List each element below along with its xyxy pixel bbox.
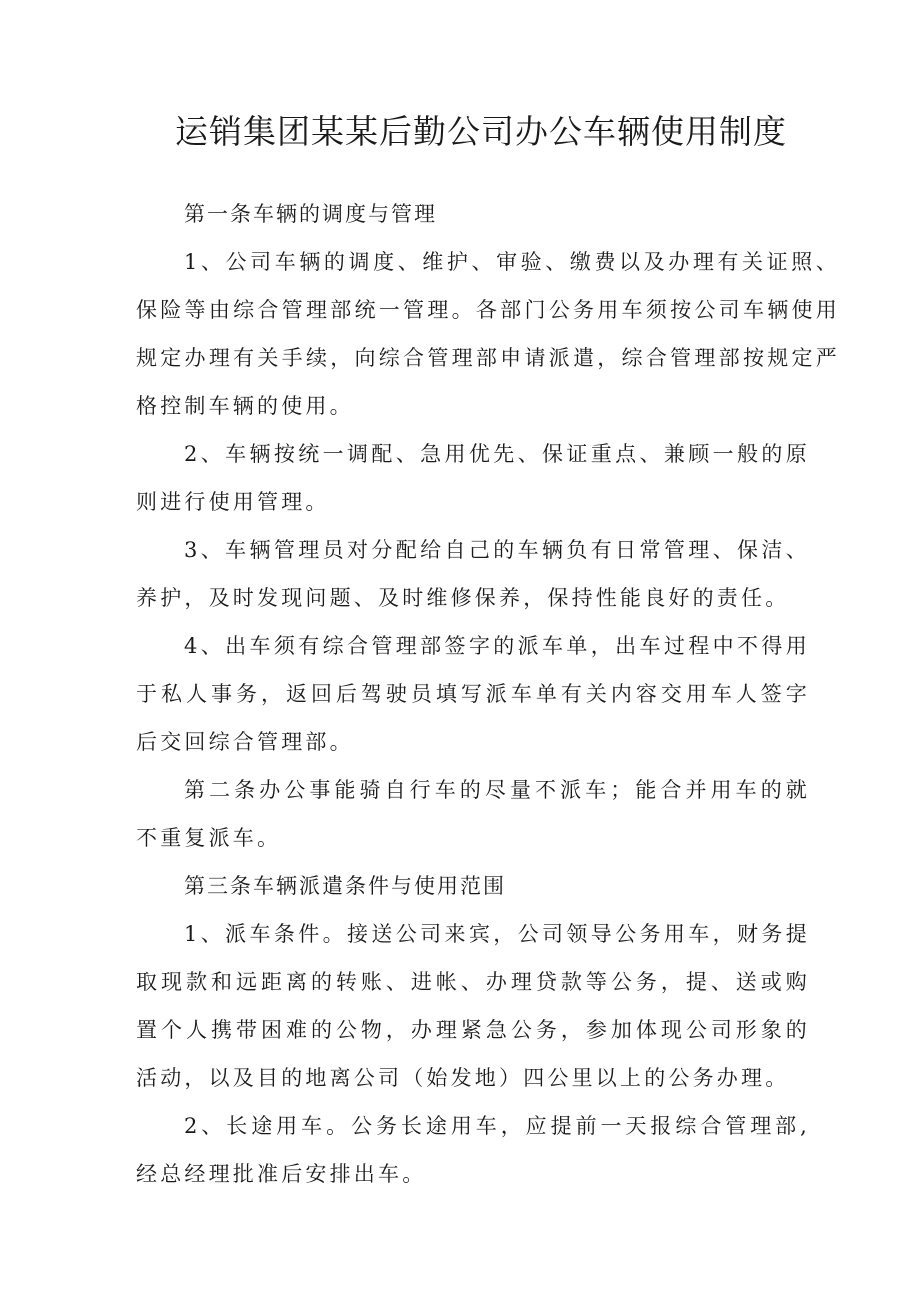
document-title: 运销集团某某后勤公司办公车辆使用制度 (175, 112, 787, 151)
article-1-clause-3: 3、车辆管理员对分配给自己的车辆负有日常管理、保洁、养护，及时发现问题、及时维修保养，保持性能良好的责任。 (136, 538, 810, 610)
article-1-clause-1: 1、公司车辆的调度、维护、审验、缴费以及办理有关证照、保险等由综合管理部统一管理。各部门公务用车须按公司车辆使用规定办理有关手续，向综合管理部申请派遣，综合管理部按规定严格控制车辆的使用。 (136, 250, 840, 418)
article-3-clause-2: 2、长途用车。公务长途用车，应提前一天报综合管理部,经总经理批准后安排出车。 (136, 1114, 810, 1186)
article-3-heading: 第三条车辆派遣条件与使用范围 (184, 874, 506, 898)
article-3-clause-1: 1、派车条件。接送公司来宾，公司领导公务用车，财务提取现款和远距离的转账、进帐、办理贷款等公务，提、送或购置个人携带困难的公物，办理紧急公务，参加体现公司形象的活动，以及目的地离公司（始发地）四公里以上的公务办理。 (136, 922, 810, 1090)
article-1-clause-2: 2、车辆按统一调配、急用优先、保证重点、兼顾一般的原则进行使用管理。 (136, 442, 810, 514)
article-1-clause-4: 4、出车须有综合管理部签字的派车单，出车过程中不得用于私人事务，返回后驾驶员填写派车单有关内容交用车人签字后交回综合管理部。 (136, 634, 810, 754)
article-1-heading: 第一条车辆的调度与管理 (184, 202, 437, 226)
article-2-paragraph: 第二条办公事能骑自行车的尽量不派车；能合并用车的就不重复派车。 (136, 778, 810, 850)
